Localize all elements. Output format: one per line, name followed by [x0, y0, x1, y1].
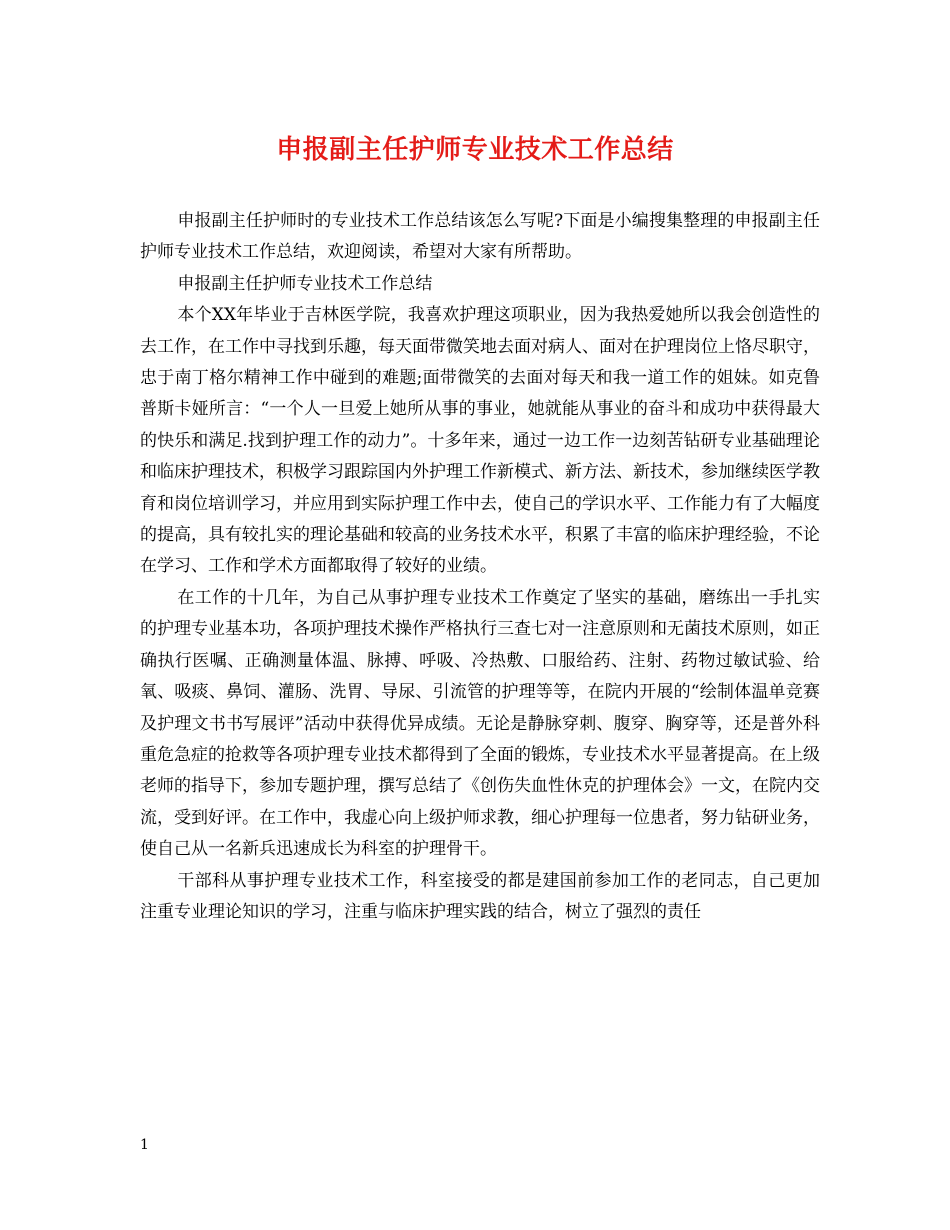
paragraph-experience: 在工作的十几年，为自己从事护理专业技术工作奠定了坚实的基础，磨练出一手扎实的护理专业基本功，各项护理技术操作严格执行三查七对一注意原则和无菌技术原则，如正确执行医嘱、正确测量体温、脉搏、呼吸、冷热敷、口服给药、注射、药物过敏试验、给氧、吸痰、鼻饲、灌肠、洗胃、导尿、引流管的护理等等，在院内开展的“绘制体温单竞赛及护理文书书写展评”活动中获得优异成绩。无论是静脉穿刺、腹穿、胸穿等，还是普外科重危急症的抢救等各项护理专业技术都得到了全面的锻炼，专业技术水平显著提高。在上级老师的指导下，参加专题护理，撰写总结了《创伤失血性休克的护理体会》一文，在院内交流，受到好评。在工作中，我虚心向上级护师求教，细心护理每一位患者，努力钻研业务，使自己从一名新兵迅速成长为科室的护理骨干。 — [140, 587, 820, 860]
paragraph-intro: 申报副主任护师时的专业技术工作总结该怎么写呢?下面是小编搜集整理的申报副主任护师专业技术工作总结，欢迎阅读，希望对大家有所帮助。 — [140, 211, 820, 263]
document-title: 申报副主任护师专业技术工作总结 — [276, 135, 674, 165]
paragraph-background: 本个XX年毕业于吉林医学院，我喜欢护理这项职业，因为我热爱她所以我会创造性的去工作，在工作中寻找到乐趣，每天面带微笑地去面对病人、面对在护理岗位上恪尽职守，忠于南丁格尔精神工作中碰到的难题;面带微笑的去面对每天和我一道工作的姐妹。如克鲁普斯卡娅所言：“一个人一旦爱上她所从事的事业，她就能从事业的奋斗和成功中获得最大的快乐和满足.找到护理工作的动力”。十多年来，通过一边工作一边刻苦钻研专业基础理论和临床护理技术，积极学习跟踪国内外护理工作新模式、新方法、新技术，参加继续医学教育和岗位培训学习，并应用到实际护理工作中去，使自己的学识水平、工作能力有了大幅度的提高，具有较扎实的理论基础和较高的业务技术水平，积累了丰富的临床护理经验，不论在学习、工作和学术方面都取得了较好的业绩。 — [140, 305, 820, 577]
paragraph-cadre-department: 干部科从事护理专业技术工作，科室接受的都是建国前参加工作的老同志，自己更加注重专业理论知识的学习，注重与临床护理实践的结合，树立了强烈的责任 — [140, 870, 820, 922]
page-number: 1 — [140, 1137, 149, 1153]
paragraph-subtitle: 申报副主任护师专业技术工作总结 — [177, 273, 433, 294]
document-body — [140, 206, 820, 928]
